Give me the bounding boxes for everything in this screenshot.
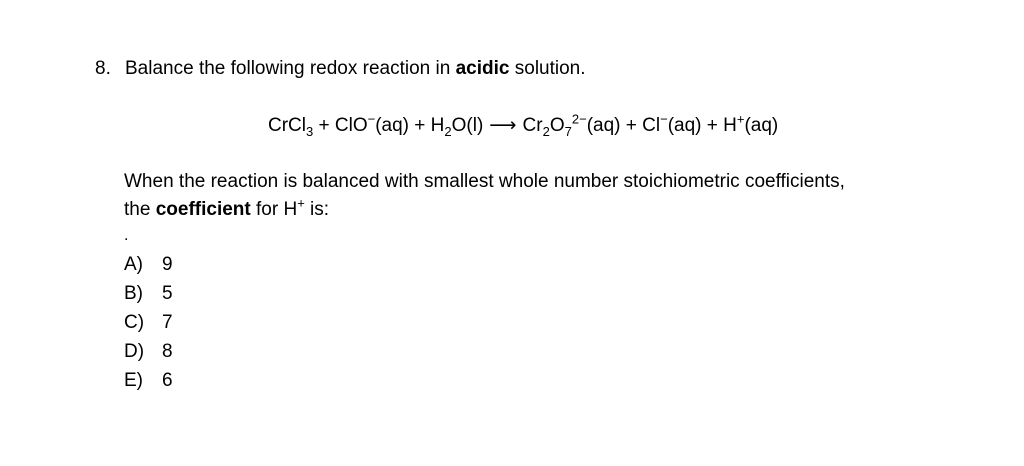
choice-letter: B): [124, 283, 143, 304]
reactant-water-state: O(l): [451, 115, 484, 136]
question-text-after: solution.: [509, 58, 586, 79]
product-chloride-state: (aq): [667, 115, 702, 136]
question-text-bold: acidic: [455, 58, 510, 79]
reactant-water-text: H: [430, 115, 445, 136]
choice-value: 8: [162, 341, 173, 362]
plus-sign: +: [701, 115, 724, 136]
reactant-crcl3: [268, 115, 314, 139]
question-text-before: Balance the following redox reaction in: [125, 58, 456, 79]
reactant-clo-state: (aq): [375, 115, 410, 136]
question-prompt: [124, 168, 984, 224]
choice-b[interactable]: [124, 282, 173, 311]
plus-sign: +: [313, 115, 335, 136]
product-chloride: [642, 111, 702, 136]
plus-sign: +: [620, 115, 643, 136]
product-dichromate-subscript-cr: 2: [542, 123, 550, 139]
reactant-clo: [334, 111, 410, 136]
redox-equation: [268, 111, 779, 139]
product-chloride-text: Cl: [642, 115, 661, 136]
product-dichromate: [522, 111, 621, 139]
choice-letter: A): [124, 254, 143, 275]
product-dichromate-text: Cr: [522, 115, 543, 136]
product-dichromate-charge: 2−: [571, 111, 587, 127]
choice-value: 7: [162, 312, 173, 333]
choice-a[interactable]: [124, 253, 173, 282]
reactant-water: [430, 115, 484, 139]
reactant-clo-text: ClO: [334, 115, 368, 136]
answer-choices: [124, 253, 173, 398]
prompt-line-2-mid: for H: [250, 199, 298, 220]
product-hydrogen-ion-state: (aq): [744, 115, 779, 136]
stray-dot: .: [124, 227, 129, 244]
prompt-line-2-before: the: [124, 199, 156, 220]
prompt-line-1: When the reaction is balanced with smallest whole number stoichiometric coefficients,: [124, 171, 845, 192]
product-dichromate-state: (aq): [586, 115, 621, 136]
product-dichromate-subscript-o: 7: [564, 123, 572, 139]
choice-value: 6: [162, 370, 173, 391]
product-chloride-charge: −: [660, 111, 668, 127]
reactant-clo-charge: −: [367, 111, 376, 127]
product-hydrogen-ion-text: H: [723, 115, 737, 136]
reactant-water-subscript: 2: [444, 123, 452, 139]
prompt-line-2: [124, 196, 984, 224]
reactant-crcl3-text: CrCl: [268, 115, 306, 136]
choice-c[interactable]: [124, 311, 173, 340]
prompt-line-2-bold: coefficient: [155, 199, 251, 220]
reactant-crcl3-subscript: 3: [306, 123, 314, 139]
product-dichromate-text-o: O: [549, 115, 565, 136]
plus-sign: +: [409, 115, 431, 136]
product-hydrogen-ion-charge: +: [736, 111, 745, 127]
choice-e[interactable]: [124, 369, 173, 398]
choice-value: 5: [162, 283, 173, 304]
question-heading: [95, 57, 995, 81]
prompt-line-2-after: is:: [304, 199, 330, 220]
choice-value: 9: [162, 254, 173, 275]
choice-d[interactable]: [124, 340, 173, 369]
choice-letter: D): [124, 341, 145, 362]
reaction-arrow: ⟶: [489, 115, 517, 136]
choice-letter: E): [124, 370, 143, 391]
choice-letter: C): [124, 312, 145, 333]
prompt-line-2-charge: +: [297, 195, 305, 211]
product-hydrogen-ion: [723, 111, 779, 136]
question-line: [95, 57, 995, 81]
question-number: 8.: [95, 58, 111, 79]
